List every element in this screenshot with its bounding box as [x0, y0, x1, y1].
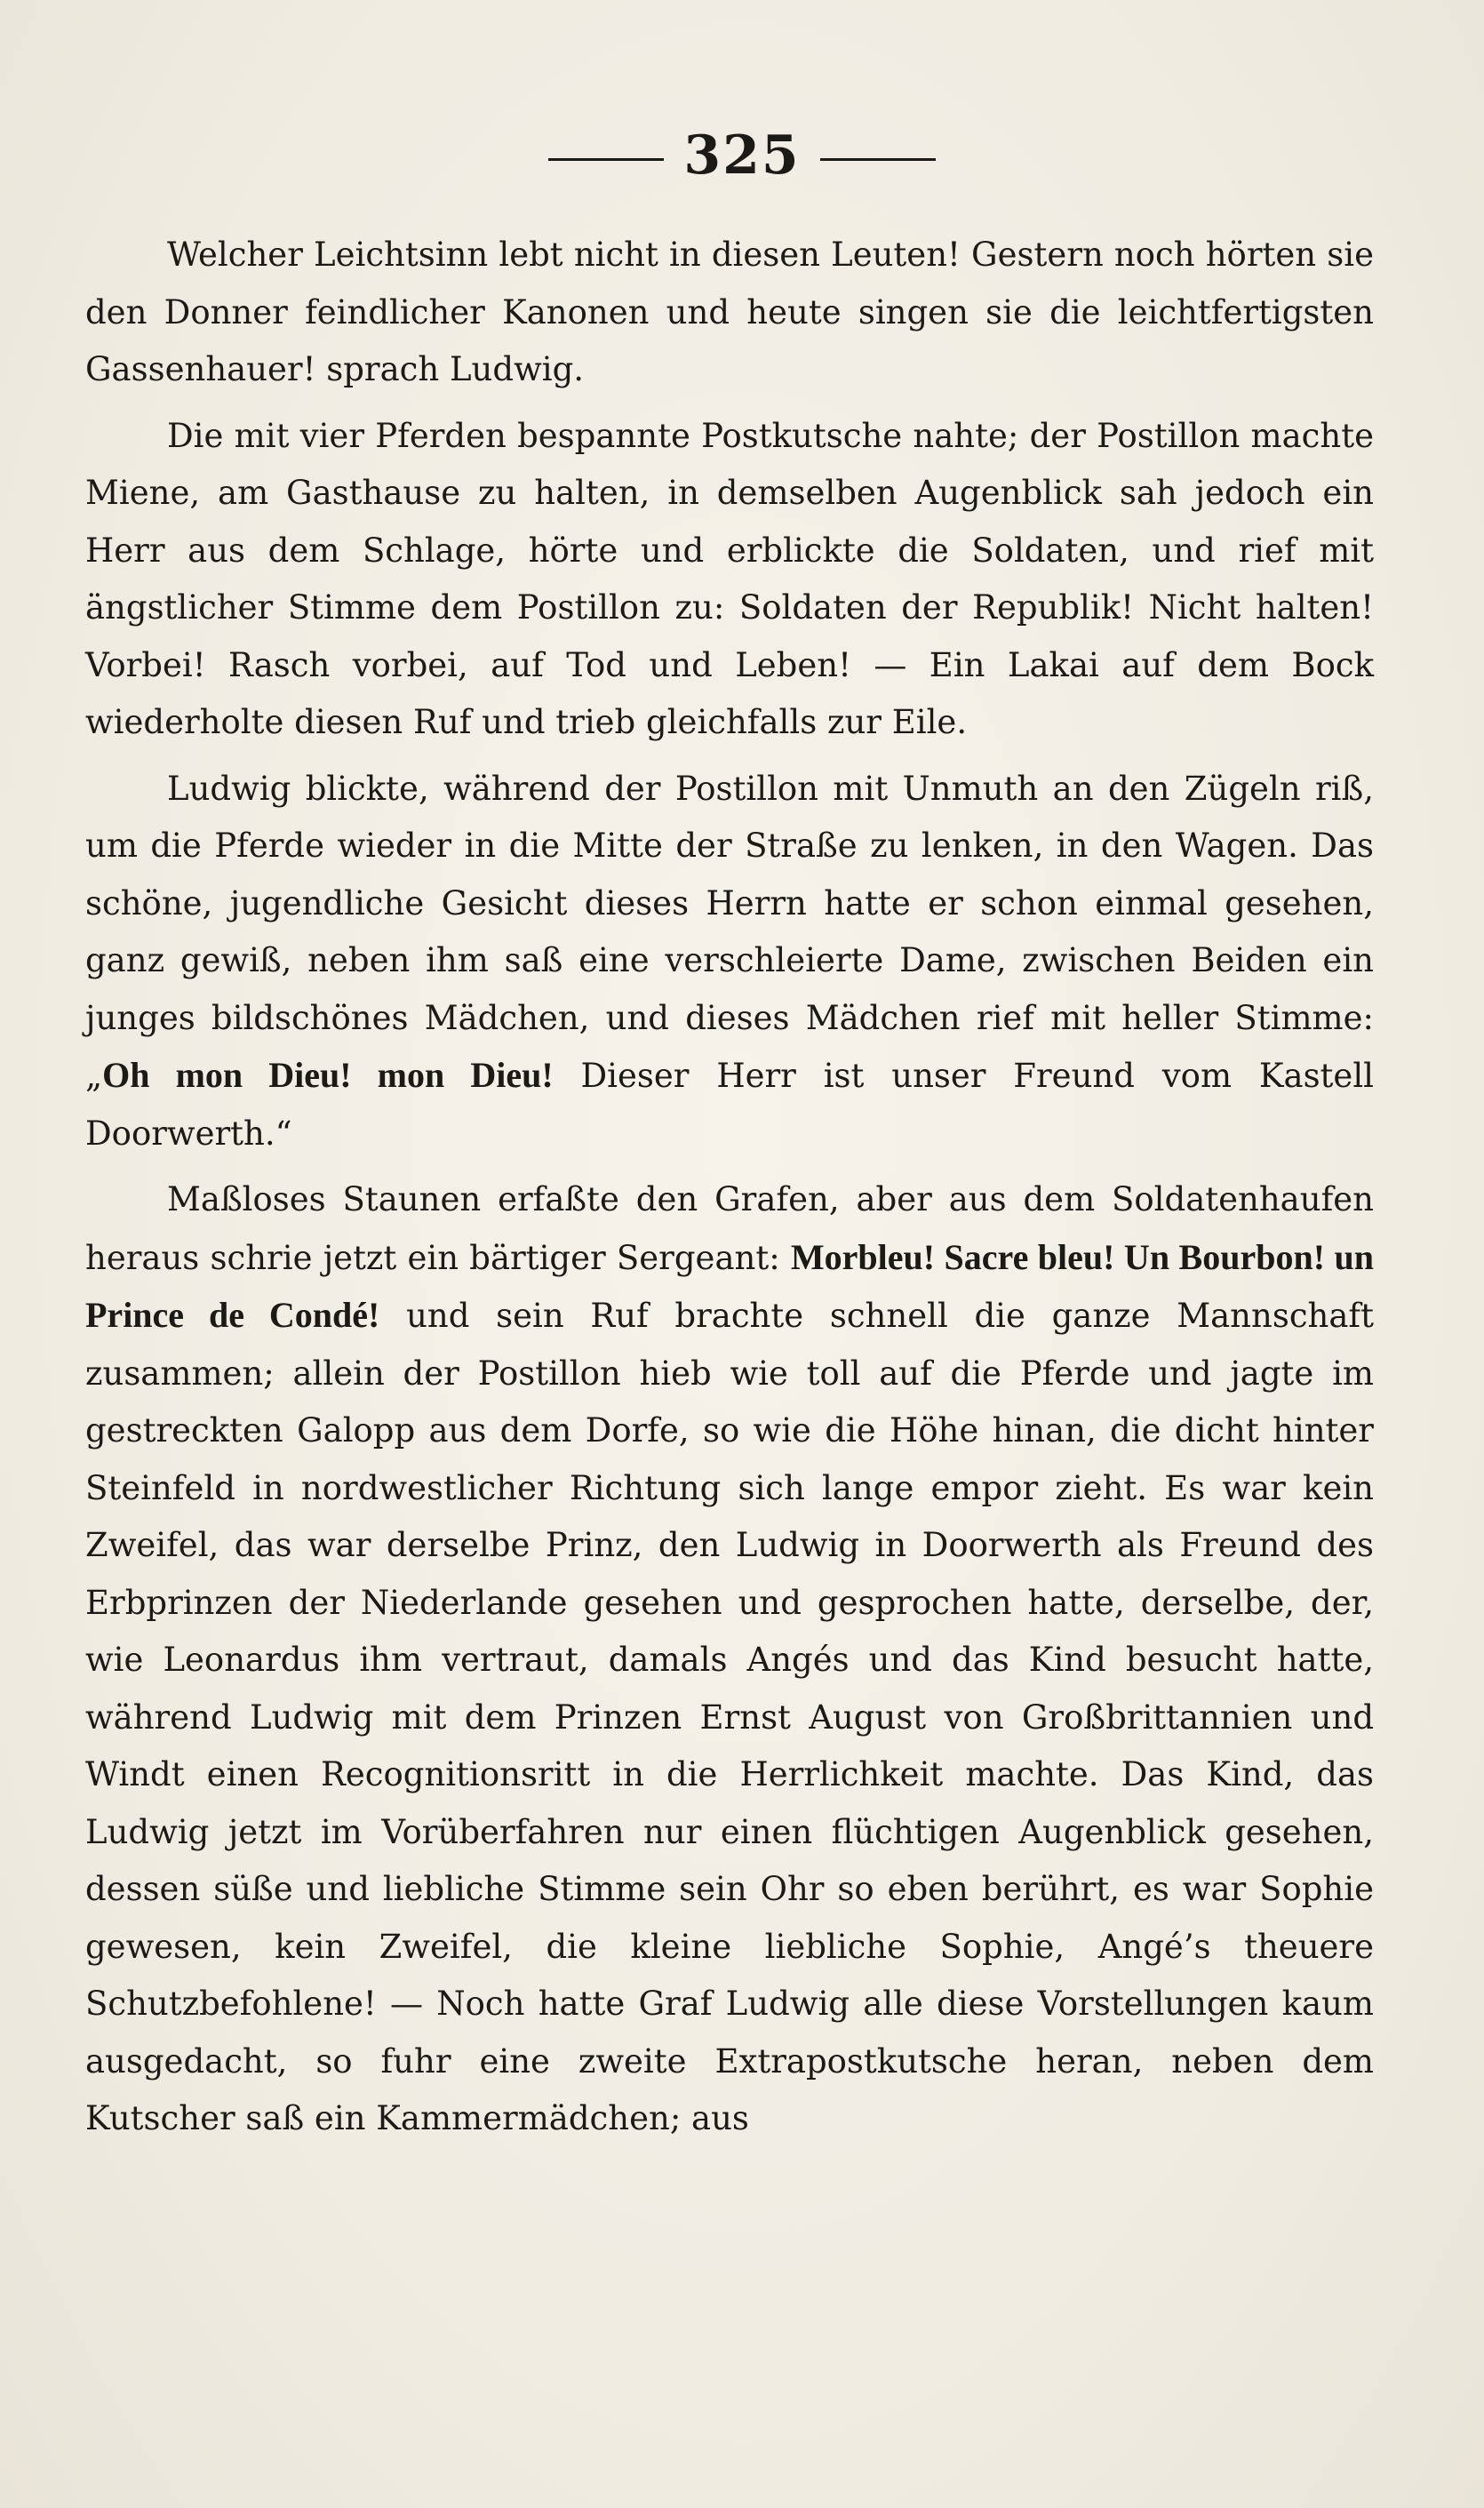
french-exclamation: Morbleu! Sacre bleu! Un Bourbon! un Prince de Condé! — [85, 1236, 1374, 1335]
paragraph-3 — [85, 761, 1374, 1163]
header-rule-right — [820, 158, 936, 161]
body-text — [85, 227, 1374, 2157]
paragraph-2 — [85, 408, 1374, 752]
french-quote: Oh mon Dieu! mon Dieu! — [102, 1055, 554, 1095]
page-header — [0, 124, 1484, 187]
paragraph-text: und sein Ruf brachte schnell die ganze Mannschaft zusammen; allein der Postillon hieb wie toll auf die Pferde und jagte im gestreckten Galopp aus dem Dorfe, so wie die Höhe hinan, die dicht hinter Steinfeld in nordwestlicher Richtung sich lange empor zieht. Es war kein Zweifel, das war derselbe Prinz, den Ludwig in Doorwerth als Freund des Erbprinzen der Niederlande gesehen und gesprochen hatte, derselbe, der, wie Leonardus ihm vertraut, damals Angés und das Kind besucht hatte, während Ludwig mit dem Prinzen Ernst August von Großbrittannien und Windt einen Recognitionsritt in die Herrlichkeit machte. Das Kind, das Ludwig jetzt im Vorüberfahren nur einen flüchtigen Augenblick gesehen, dessen süße und liebliche Stimme sein Ohr so eben berührt, es war Sophie gewesen, kein Zweifel, die kleine liebliche Sophie, Angé’s theuere Schutzbefohlene! — Noch hatte Graf Ludwig alle diese Vorstellungen kaum ausgedacht, so fuhr eine zweite Extrapostkutsche heran, neben dem Kutscher saß ein Kammermädchen; aus — [85, 1297, 1374, 2137]
header-rule-left — [548, 158, 664, 161]
paragraph-text: Maßloses Staunen erfaßte den Grafen, aber aus dem Soldatenhaufen heraus schrie jetzt ein bärtiger Sergeant: — [85, 1180, 1374, 1277]
paragraph-text: Die mit vier Pferden bespannte Postkutsche nahte; der Postillon machte Miene, am Gasthause zu halten, in demselben Augenblick sah jedoch ein Herr aus dem Schlage, hörte und erblickte die Soldaten, und rief mit ängstlicher Stimme dem Postillon zu: Soldaten der Republik! Nicht halten! Vorbei! Rasch vorbei, auf Tod und Leben! — Ein Lakai auf dem Bock wiederholte diesen Ruf und trieb gleichfalls zur Eile. — [85, 416, 1374, 741]
paragraph-4 — [85, 1171, 1374, 2148]
paragraph-text: Dieser Herr ist unser Freund vom Kastell Doorwerth.“ — [85, 1057, 1374, 1153]
paragraph-text: Ludwig blickte, während der Postillon mit Unmuth an den Zügeln riß, um die Pferde wieder in die Mitte der Straße zu lenken, in den Wagen. Das schöne, jugendliche Gesicht dieses Herrn hatte er schon einmal gesehen, ganz gewiß, neben ihm saß eine verschleierte Dame, zwischen Beiden ein junges bildschönes Mädchen, und dieses Mädchen rief mit heller Stimme: „ — [85, 769, 1374, 1095]
paragraph-1 — [85, 227, 1374, 399]
page-number: 325 — [683, 124, 801, 187]
paragraph-text: Welcher Leichtsinn lebt nicht in diesen Leuten! Gestern noch hörten sie den Donner feindlicher Kanonen und heute singen sie die leichtfertigsten Gassenhauer! sprach Ludwig. — [85, 236, 1374, 388]
